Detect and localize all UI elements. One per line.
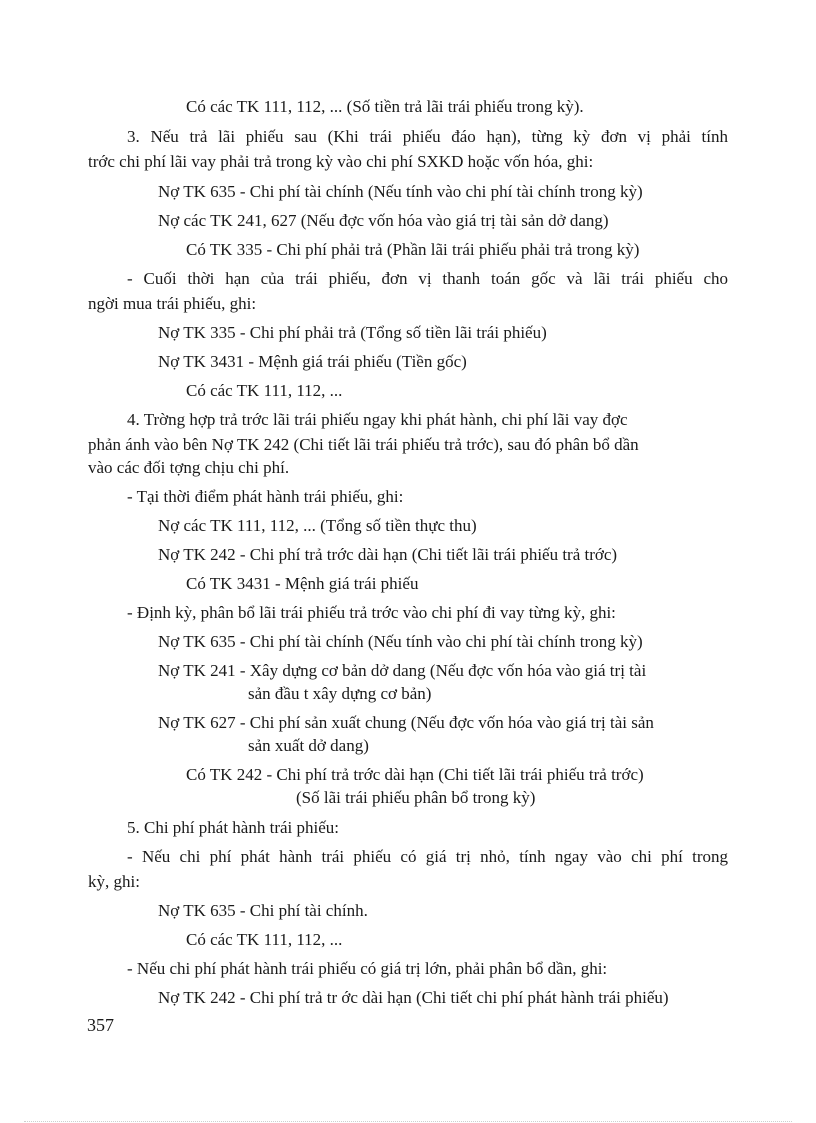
entry-credit: Có các TK 111, 112, ... — [186, 381, 343, 400]
paragraph-4-line-1: 4. Trờng hợp trả trớc lãi trái phiếu ngay khi phát hành, chi phí lãi vay đợc — [127, 410, 628, 429]
entry-credit: Có TK 335 - Chi phí phải trả (Phần lãi trái phiếu phải trả trong kỳ) — [186, 240, 640, 259]
page-bottom-divider — [24, 1121, 792, 1122]
entry-debit: Nợ TK 3431 - Mệnh giá trái phiếu (Tiền gốc) — [158, 352, 467, 371]
entry-credit: Có các TK 111, 112, ... — [186, 930, 343, 949]
entry-credit-note: (Số lãi trái phiếu phân bổ trong kỳ) — [296, 788, 536, 807]
page-number: 357 — [87, 1015, 114, 1035]
entry-debit: Nợ TK 242 - Chi phí trả tr ớc dài hạn (Chi tiết chi phí phát hành trái phiếu) — [158, 988, 669, 1007]
bullet-line-1: - Nếu chi phí phát hành trái phiếu có giá trị nhỏ, tính ngay vào chi phí trong — [127, 847, 728, 866]
entry-credit: Có TK 242 - Chi phí trả trớc dài hạn (Chi tiết lãi trái phiếu trả trớc) — [186, 765, 644, 784]
bullet-line-2: kỳ, ghi: — [88, 872, 140, 891]
paragraph-3-line-1: 3. Nếu trả lãi phiếu sau (Khi trái phiếu đáo hạn), từng kỳ đơn vị phải tính — [127, 127, 728, 146]
entry-debit: Nợ TK 335 - Chi phí phải trả (Tổng số tiền lãi trái phiếu) — [158, 323, 547, 342]
entry-credit: Có TK 3431 - Mệnh giá trái phiếu — [186, 574, 419, 593]
entry-debit-continuation: sản đầu t xây dựng cơ bản) — [248, 684, 432, 703]
entry-debit: Nợ TK 635 - Chi phí tài chính (Nếu tính vào chi phí tài chính trong kỳ) — [158, 182, 643, 201]
paragraph-5-heading: 5. Chi phí phát hành trái phiếu: — [127, 818, 339, 837]
entry-debit: Nợ TK 241 - Xây dựng cơ bản dở dang (Nếu đợc vốn hóa vào giá trị tài — [158, 661, 647, 680]
entry-debit: Nợ TK 242 - Chi phí trả trớc dài hạn (Chi tiết lãi trái phiếu trả trớc) — [158, 545, 618, 564]
bullet-line: - Tại thời điểm phát hành trái phiếu, ghi: — [127, 487, 404, 506]
paragraph-3-line-2: trớc chi phí lãi vay phải trả trong kỳ vào chi phí SXKD hoặc vốn hóa, ghi: — [88, 152, 594, 171]
bullet-line: - Định kỳ, phân bổ lãi trái phiếu trả trớc vào chi phí đi vay từng kỳ, ghi: — [127, 603, 616, 622]
paragraph-4-line-3: vào các đối tợng chịu chi phí. — [88, 458, 290, 477]
entry-debit: Nợ các TK 111, 112, ... (Tổng số tiền thực thu) — [158, 516, 477, 535]
entry-debit: Nợ các TK 241, 627 (Nếu đợc vốn hóa vào giá trị tài sản dở dang) — [158, 211, 609, 230]
entry-debit: Nợ TK 635 - Chi phí tài chính. — [158, 901, 368, 920]
entry-debit: Nợ TK 627 - Chi phí sản xuất chung (Nếu đợc vốn hóa vào giá trị tài sản — [158, 713, 654, 732]
bullet-line-1: - Cuối thời hạn của trái phiếu, đơn vị thanh toán gốc và lãi trái phiếu cho — [127, 269, 728, 288]
text-line: Có các TK 111, 112, ... (Số tiền trả lãi trái phiếu trong kỳ). — [186, 97, 584, 116]
entry-debit: Nợ TK 635 - Chi phí tài chính (Nếu tính vào chi phí tài chính trong kỳ) — [158, 632, 643, 651]
bullet-line: - Nếu chi phí phát hành trái phiếu có giá trị lớn, phải phân bổ dần, ghi: — [127, 959, 608, 978]
paragraph-4-line-2: phản ánh vào bên Nợ TK 242 (Chi tiết lãi trái phiếu trả trớc), sau đó phân bổ dần — [88, 435, 639, 454]
entry-debit-continuation: sản xuất dở dang) — [248, 736, 369, 755]
bullet-line-2: ngời mua trái phiếu, ghi: — [88, 294, 257, 313]
